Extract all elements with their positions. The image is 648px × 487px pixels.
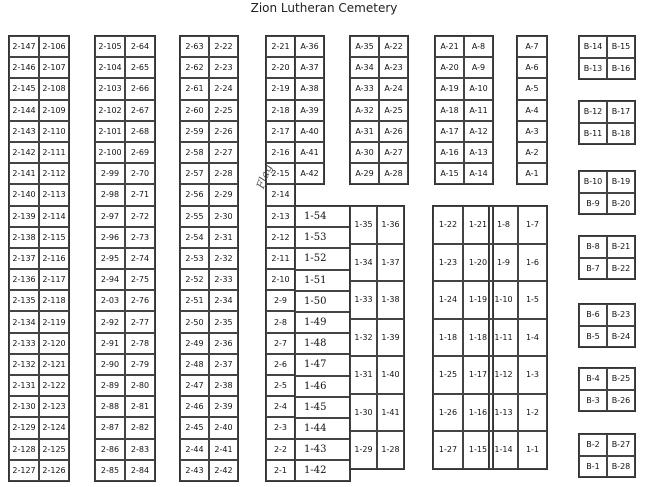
- plot-cell[interactable]: A-40: [295, 121, 324, 142]
- plot-cell[interactable]: 1-29: [350, 431, 377, 469]
- plot-cell[interactable]: B-16: [607, 58, 635, 80]
- plot-cell[interactable]: 1-1: [518, 431, 547, 469]
- plot-cell[interactable]: 2-129: [9, 417, 39, 438]
- plot-cell[interactable]: B-15: [607, 36, 635, 58]
- section-1-center: [349, 205, 405, 470]
- section-b-pair: [578, 100, 636, 145]
- plot-cell[interactable]: 2-16: [266, 142, 295, 163]
- plot-cell[interactable]: A-34: [350, 57, 379, 78]
- plot-cell[interactable]: A-20: [435, 57, 464, 78]
- plot-cell[interactable]: 1-43: [295, 439, 350, 460]
- plot-cell[interactable]: A-12: [464, 121, 493, 142]
- plot-cell[interactable]: 1-5: [518, 281, 547, 319]
- plot-cell[interactable]: 2-81: [125, 396, 155, 417]
- plot-cell[interactable]: 2-98: [95, 184, 125, 205]
- plot-cell[interactable]: 2-18: [266, 100, 295, 121]
- plot-cell[interactable]: B-12: [579, 101, 607, 123]
- plot-cell[interactable]: A-26: [379, 121, 408, 142]
- plot-cell[interactable]: 2-128: [9, 439, 39, 460]
- plot-cell[interactable]: 1-20: [463, 244, 493, 282]
- plot-cell[interactable]: 2-96: [95, 227, 125, 248]
- plot-cell[interactable]: B-28: [607, 456, 635, 478]
- plot-cell[interactable]: 2-115: [39, 227, 69, 248]
- section-b-pair: [578, 367, 636, 412]
- plot-cell[interactable]: 1-51: [295, 270, 350, 291]
- plot-cell[interactable]: 2-90: [95, 354, 125, 375]
- plot-cell[interactable]: 2-29: [209, 184, 238, 205]
- plot-cell[interactable]: 1-38: [377, 281, 404, 319]
- plot-cell[interactable]: 2-48: [180, 354, 209, 375]
- plot-cell[interactable]: 2-109: [39, 100, 69, 121]
- plot-cell[interactable]: 2-33: [209, 269, 238, 290]
- plot-cell[interactable]: 2-1: [266, 460, 295, 481]
- plot-cell[interactable]: 1-4: [518, 319, 547, 357]
- plot-cell[interactable]: 2-56: [180, 184, 209, 205]
- plot-cell[interactable]: 2-133: [9, 333, 39, 354]
- plot-cell[interactable]: 2-105: [95, 36, 125, 57]
- plot-cell[interactable]: B-1: [579, 456, 607, 478]
- section-2-east: [265, 35, 296, 482]
- plot-cell[interactable]: 1-7: [518, 206, 547, 244]
- plot-cell[interactable]: A-7: [517, 36, 547, 57]
- plot-cell[interactable]: B-2: [579, 434, 607, 456]
- plot-cell[interactable]: A-10: [464, 78, 493, 99]
- plot-cell[interactable]: B-19: [607, 171, 635, 193]
- plot-cell[interactable]: A-42: [295, 163, 324, 184]
- plot-cell[interactable]: 2-70: [125, 163, 155, 184]
- plot-cell[interactable]: 2-49: [180, 333, 209, 354]
- plot-cell[interactable]: 2-118: [39, 290, 69, 311]
- plot-cell[interactable]: B-18: [607, 123, 635, 145]
- plot-cell[interactable]: B-3: [579, 390, 607, 412]
- plot-cell[interactable]: A-8: [464, 36, 493, 57]
- plot-cell[interactable]: 2-28: [209, 163, 238, 184]
- plot-cell[interactable]: B-10: [579, 171, 607, 193]
- plot-cell[interactable]: 2-24: [209, 78, 238, 99]
- plot-cell[interactable]: 1-22: [433, 206, 463, 244]
- plot-cell[interactable]: 2-32: [209, 248, 238, 269]
- plot-cell[interactable]: 2-20: [266, 57, 295, 78]
- plot-cell[interactable]: 2-103: [95, 78, 125, 99]
- plot-cell[interactable]: 2-82: [125, 417, 155, 438]
- plot-cell[interactable]: 2-50: [180, 311, 209, 332]
- plot-cell[interactable]: 1-50: [295, 291, 350, 312]
- plot-cell[interactable]: B-9: [579, 193, 607, 215]
- plot-cell[interactable]: 2-38: [209, 375, 238, 396]
- plot-cell[interactable]: 2-10: [266, 269, 295, 290]
- plot-cell[interactable]: 2-132: [9, 354, 39, 375]
- plot-cell[interactable]: 1-16: [463, 394, 493, 432]
- plot-cell[interactable]: 2-14: [266, 184, 295, 205]
- plot-cell[interactable]: 1-30: [350, 394, 377, 432]
- plot-cell[interactable]: 2-112: [39, 163, 69, 184]
- plot-cell[interactable]: 2-143: [9, 121, 39, 142]
- plot-cell[interactable]: A-21: [435, 36, 464, 57]
- plot-cell[interactable]: 2-106: [39, 36, 69, 57]
- plot-cell[interactable]: 1-13: [489, 394, 518, 432]
- plot-cell[interactable]: 2-119: [39, 311, 69, 332]
- plot-cell[interactable]: 2-117: [39, 269, 69, 290]
- plot-cell[interactable]: 1-6: [518, 244, 547, 282]
- plot-cell[interactable]: 2-34: [209, 290, 238, 311]
- plot-cell[interactable]: 1-12: [489, 356, 518, 394]
- plot-cell[interactable]: 2-57: [180, 163, 209, 184]
- plot-cell[interactable]: 1-17: [463, 356, 493, 394]
- plot-cell[interactable]: 2-03: [95, 290, 125, 311]
- plot-cell[interactable]: 2-31: [209, 227, 238, 248]
- plot-cell[interactable]: 2-12: [266, 227, 295, 248]
- plot-cell[interactable]: 2-63: [180, 36, 209, 57]
- plot-cell[interactable]: 2-45: [180, 417, 209, 438]
- map-title: Zion Lutheran Cemetery: [250, 1, 398, 15]
- plot-cell[interactable]: 2-44: [180, 439, 209, 460]
- plot-cell[interactable]: 2-7: [266, 333, 295, 354]
- plot-cell[interactable]: 2-51: [180, 290, 209, 311]
- plot-cell[interactable]: 2-89: [95, 375, 125, 396]
- plot-cell[interactable]: 2-136: [9, 269, 39, 290]
- plot-cell[interactable]: A-15: [435, 163, 464, 184]
- flag-annotation: Flag: [254, 162, 275, 191]
- plot-cell[interactable]: A-28: [379, 163, 408, 184]
- plot-cell[interactable]: 2-58: [180, 142, 209, 163]
- plot-cell[interactable]: 2-35: [209, 311, 238, 332]
- plot-cell[interactable]: 2-21: [266, 36, 295, 57]
- plot-cell[interactable]: 2-75: [125, 269, 155, 290]
- section-b-pair: [578, 303, 636, 348]
- plot-cell[interactable]: 2-19: [266, 78, 295, 99]
- section-b-pair: [578, 235, 636, 280]
- plot-cell[interactable]: 1-34: [350, 244, 377, 282]
- plot-cell[interactable]: 2-139: [9, 206, 39, 227]
- plot-cell[interactable]: B-22: [607, 258, 635, 280]
- plot-cell[interactable]: 2-66: [125, 78, 155, 99]
- plot-cell[interactable]: 1-53: [295, 227, 350, 248]
- plot-cell[interactable]: A-17: [435, 121, 464, 142]
- plot-cell[interactable]: A-18: [435, 100, 464, 121]
- plot-cell[interactable]: 2-39: [209, 396, 238, 417]
- plot-cell[interactable]: 1-24: [433, 281, 463, 319]
- plot-cell[interactable]: 1-42: [295, 460, 350, 481]
- plot-cell[interactable]: 2-85: [95, 460, 125, 481]
- plot-cell[interactable]: 2-97: [95, 206, 125, 227]
- plot-cell[interactable]: 2-42: [209, 460, 238, 481]
- plot-cell[interactable]: 2-67: [125, 100, 155, 121]
- plot-cell[interactable]: 2-144: [9, 100, 39, 121]
- plot-cell[interactable]: 2-41: [209, 439, 238, 460]
- plot-cell[interactable]: 2-113: [39, 184, 69, 205]
- plot-cell[interactable]: 1-28: [377, 431, 404, 469]
- plot-cell[interactable]: 1-44: [295, 418, 350, 439]
- plot-cell[interactable]: 2-108: [39, 78, 69, 99]
- plot-cell[interactable]: 2-114: [39, 206, 69, 227]
- plot-cell[interactable]: A-27: [379, 142, 408, 163]
- plot-cell[interactable]: 2-88: [95, 396, 125, 417]
- plot-cell[interactable]: 1-46: [295, 376, 350, 397]
- plot-cell[interactable]: B-24: [607, 326, 635, 348]
- plot-cell[interactable]: 2-107: [39, 57, 69, 78]
- plot-cell[interactable]: 2-122: [39, 375, 69, 396]
- plot-cell[interactable]: 2-123: [39, 396, 69, 417]
- plot-cell[interactable]: 2-69: [125, 142, 155, 163]
- plot-cell[interactable]: 2-77: [125, 311, 155, 332]
- plot-cell[interactable]: A-24: [379, 78, 408, 99]
- plot-cell[interactable]: 1-23: [433, 244, 463, 282]
- plot-cell[interactable]: 1-48: [295, 333, 350, 354]
- plot-cell[interactable]: 2-64: [125, 36, 155, 57]
- plot-cell[interactable]: B-8: [579, 236, 607, 258]
- section-1-center-east: [432, 205, 494, 470]
- plot-cell[interactable]: A-3: [517, 121, 547, 142]
- section-b-pair: [578, 35, 636, 80]
- plot-cell[interactable]: 2-46: [180, 396, 209, 417]
- plot-cell[interactable]: 2-55: [180, 206, 209, 227]
- plot-cell[interactable]: 2-124: [39, 417, 69, 438]
- plot-cell[interactable]: 2-68: [125, 121, 155, 142]
- plot-cell[interactable]: 1-21: [463, 206, 493, 244]
- plot-cell[interactable]: 2-2: [266, 439, 295, 460]
- plot-cell[interactable]: 1-26: [433, 394, 463, 432]
- plot-cell[interactable]: 2-146: [9, 57, 39, 78]
- plot-cell[interactable]: A-38: [295, 78, 324, 99]
- plot-cell[interactable]: 2-47: [180, 375, 209, 396]
- plot-cell[interactable]: 2-72: [125, 206, 155, 227]
- plot-cell[interactable]: 1-37: [377, 244, 404, 282]
- plot-cell[interactable]: 2-13: [266, 206, 295, 227]
- plot-cell[interactable]: A-13: [464, 142, 493, 163]
- plot-cell[interactable]: 2-17: [266, 121, 295, 142]
- plot-cell[interactable]: A-22: [379, 36, 408, 57]
- plot-cell[interactable]: 2-59: [180, 121, 209, 142]
- plot-cell[interactable]: 2-140: [9, 184, 39, 205]
- plot-cell[interactable]: 1-18: [433, 319, 463, 357]
- plot-cell[interactable]: 2-62: [180, 57, 209, 78]
- plot-cell[interactable]: 2-9: [266, 290, 295, 311]
- plot-cell[interactable]: 2-4: [266, 396, 295, 417]
- plot-cell[interactable]: A-11: [464, 100, 493, 121]
- plot-cell[interactable]: 1-18: [463, 319, 493, 357]
- plot-cell[interactable]: 2-95: [95, 248, 125, 269]
- plot-cell[interactable]: 2-102: [95, 100, 125, 121]
- plot-cell[interactable]: 1-36: [377, 206, 404, 244]
- plot-cell[interactable]: 1-35: [350, 206, 377, 244]
- plot-cell[interactable]: 1-54: [295, 206, 350, 227]
- plot-cell[interactable]: 1-39: [377, 319, 404, 357]
- section-a-far-east: [516, 35, 548, 185]
- plot-cell[interactable]: B-23: [607, 304, 635, 326]
- plot-cell[interactable]: B-27: [607, 434, 635, 456]
- plot-cell[interactable]: B-26: [607, 390, 635, 412]
- plot-cell[interactable]: 2-84: [125, 460, 155, 481]
- plot-cell[interactable]: A-39: [295, 100, 324, 121]
- plot-cell[interactable]: 1-9: [489, 244, 518, 282]
- plot-cell[interactable]: 2-6: [266, 354, 295, 375]
- plot-cell[interactable]: 2-65: [125, 57, 155, 78]
- plot-cell[interactable]: 2-137: [9, 248, 39, 269]
- plot-cell[interactable]: A-14: [464, 163, 493, 184]
- plot-cell[interactable]: 2-91: [95, 333, 125, 354]
- plot-cell[interactable]: 2-27: [209, 142, 238, 163]
- plot-cell[interactable]: A-25: [379, 100, 408, 121]
- section-b-pair: [578, 433, 636, 478]
- plot-cell[interactable]: 1-33: [350, 281, 377, 319]
- plot-cell[interactable]: A-41: [295, 142, 324, 163]
- plot-cell[interactable]: 2-71: [125, 184, 155, 205]
- plot-cell[interactable]: 2-127: [9, 460, 39, 481]
- plot-cell[interactable]: 2-37: [209, 354, 238, 375]
- plot-cell[interactable]: 2-130: [9, 396, 39, 417]
- plot-cell[interactable]: 2-120: [39, 333, 69, 354]
- plot-cell[interactable]: 2-60: [180, 100, 209, 121]
- plot-cell[interactable]: A-30: [350, 142, 379, 163]
- plot-cell[interactable]: 2-3: [266, 417, 295, 438]
- plot-cell[interactable]: 1-10: [489, 281, 518, 319]
- plot-cell[interactable]: B-4: [579, 368, 607, 390]
- plot-cell[interactable]: 2-76: [125, 290, 155, 311]
- plot-cell[interactable]: 2-134: [9, 311, 39, 332]
- section-1-west: [294, 205, 351, 482]
- plot-cell[interactable]: 2-40: [209, 417, 238, 438]
- plot-cell[interactable]: 1-25: [433, 356, 463, 394]
- plot-cell[interactable]: 2-22: [209, 36, 238, 57]
- section-2-center-west: [94, 35, 156, 482]
- plot-cell[interactable]: 2-104: [95, 57, 125, 78]
- plot-cell[interactable]: 2-23: [209, 57, 238, 78]
- plot-cell[interactable]: 2-83: [125, 439, 155, 460]
- plot-cell[interactable]: A-4: [517, 100, 547, 121]
- plot-cell[interactable]: 2-100: [95, 142, 125, 163]
- plot-cell[interactable]: 2-116: [39, 248, 69, 269]
- plot-cell[interactable]: 1-52: [295, 248, 350, 269]
- section-b-pair: [578, 170, 636, 215]
- plot-cell[interactable]: 1-47: [295, 354, 350, 375]
- section-a-east: [434, 35, 494, 185]
- plot-cell[interactable]: B-5: [579, 326, 607, 348]
- plot-cell[interactable]: 1-40: [377, 356, 404, 394]
- plot-cell[interactable]: 2-79: [125, 354, 155, 375]
- plot-cell[interactable]: A-35: [350, 36, 379, 57]
- plot-cell[interactable]: 2-141: [9, 163, 39, 184]
- plot-cell[interactable]: 2-86: [95, 439, 125, 460]
- plot-cell[interactable]: 2-87: [95, 417, 125, 438]
- section-a-west: [294, 35, 325, 185]
- plot-cell[interactable]: A-33: [350, 78, 379, 99]
- plot-cell[interactable]: 2-52: [180, 269, 209, 290]
- plot-cell[interactable]: 2-111: [39, 142, 69, 163]
- plot-cell[interactable]: 2-26: [209, 121, 238, 142]
- plot-cell[interactable]: 1-32: [350, 319, 377, 357]
- plot-cell[interactable]: 2-126: [39, 460, 69, 481]
- plot-cell[interactable]: 2-147: [9, 36, 39, 57]
- plot-cell[interactable]: 2-142: [9, 142, 39, 163]
- plot-cell[interactable]: B-21: [607, 236, 635, 258]
- plot-cell[interactable]: 1-8: [489, 206, 518, 244]
- plot-cell[interactable]: 2-61: [180, 78, 209, 99]
- plot-cell[interactable]: 2-135: [9, 290, 39, 311]
- plot-cell[interactable]: 2-125: [39, 439, 69, 460]
- plot-cell[interactable]: B-17: [607, 101, 635, 123]
- plot-cell[interactable]: 2-43: [180, 460, 209, 481]
- plot-cell[interactable]: A-5: [517, 78, 547, 99]
- plot-cell[interactable]: A-6: [517, 57, 547, 78]
- plot-cell[interactable]: 1-27: [433, 431, 463, 469]
- plot-cell[interactable]: 1-14: [489, 431, 518, 469]
- plot-cell[interactable]: 2-80: [125, 375, 155, 396]
- plot-cell[interactable]: 1-11: [489, 319, 518, 357]
- plot-cell[interactable]: A-2: [517, 142, 547, 163]
- plot-cell[interactable]: 2-8: [266, 311, 295, 332]
- plot-cell[interactable]: 1-41: [377, 394, 404, 432]
- plot-cell[interactable]: 2-94: [95, 269, 125, 290]
- plot-cell[interactable]: A-37: [295, 57, 324, 78]
- plot-cell[interactable]: 1-49: [295, 312, 350, 333]
- section-a-center: [349, 35, 409, 185]
- plot-cell[interactable]: 1-2: [518, 394, 547, 432]
- plot-cell[interactable]: 2-30: [209, 206, 238, 227]
- plot-cell[interactable]: A-9: [464, 57, 493, 78]
- plot-cell[interactable]: 1-19: [463, 281, 493, 319]
- plot-cell[interactable]: A-1: [517, 163, 547, 184]
- plot-cell[interactable]: 2-121: [39, 354, 69, 375]
- plot-cell[interactable]: B-7: [579, 258, 607, 280]
- plot-cell[interactable]: A-32: [350, 100, 379, 121]
- plot-cell[interactable]: A-36: [295, 36, 324, 57]
- plot-cell[interactable]: B-20: [607, 193, 635, 215]
- plot-cell[interactable]: 1-45: [295, 397, 350, 418]
- plot-cell[interactable]: 2-131: [9, 375, 39, 396]
- plot-cell[interactable]: 2-101: [95, 121, 125, 142]
- section-1-east: [488, 205, 548, 470]
- plot-cell[interactable]: 2-99: [95, 163, 125, 184]
- plot-cell[interactable]: 1-3: [518, 356, 547, 394]
- plot-cell[interactable]: B-14: [579, 36, 607, 58]
- plot-cell[interactable]: 1-15: [463, 431, 493, 469]
- plot-cell[interactable]: B-6: [579, 304, 607, 326]
- plot-cell[interactable]: 2-25: [209, 100, 238, 121]
- plot-cell[interactable]: 2-78: [125, 333, 155, 354]
- plot-cell[interactable]: 2-54: [180, 227, 209, 248]
- plot-cell[interactable]: 2-110: [39, 121, 69, 142]
- plot-cell[interactable]: 2-92: [95, 311, 125, 332]
- plot-cell[interactable]: 2-11: [266, 248, 295, 269]
- plot-cell[interactable]: B-11: [579, 123, 607, 145]
- plot-cell[interactable]: 2-138: [9, 227, 39, 248]
- plot-cell[interactable]: 2-145: [9, 78, 39, 99]
- plot-cell[interactable]: 2-15: [266, 163, 295, 184]
- section-2-west: [8, 35, 70, 482]
- plot-cell[interactable]: A-23: [379, 57, 408, 78]
- plot-cell[interactable]: A-19: [435, 78, 464, 99]
- plot-cell[interactable]: A-31: [350, 121, 379, 142]
- plot-cell[interactable]: 1-31: [350, 356, 377, 394]
- plot-cell[interactable]: 2-5: [266, 375, 295, 396]
- plot-cell[interactable]: B-25: [607, 368, 635, 390]
- section-2-center: [179, 35, 239, 482]
- plot-cell[interactable]: 2-36: [209, 333, 238, 354]
- plot-cell[interactable]: 2-53: [180, 248, 209, 269]
- plot-cell[interactable]: A-16: [435, 142, 464, 163]
- plot-cell[interactable]: 2-74: [125, 248, 155, 269]
- plot-cell[interactable]: B-13: [579, 58, 607, 80]
- plot-cell[interactable]: A-29: [350, 163, 379, 184]
- plot-cell[interactable]: 2-73: [125, 227, 155, 248]
